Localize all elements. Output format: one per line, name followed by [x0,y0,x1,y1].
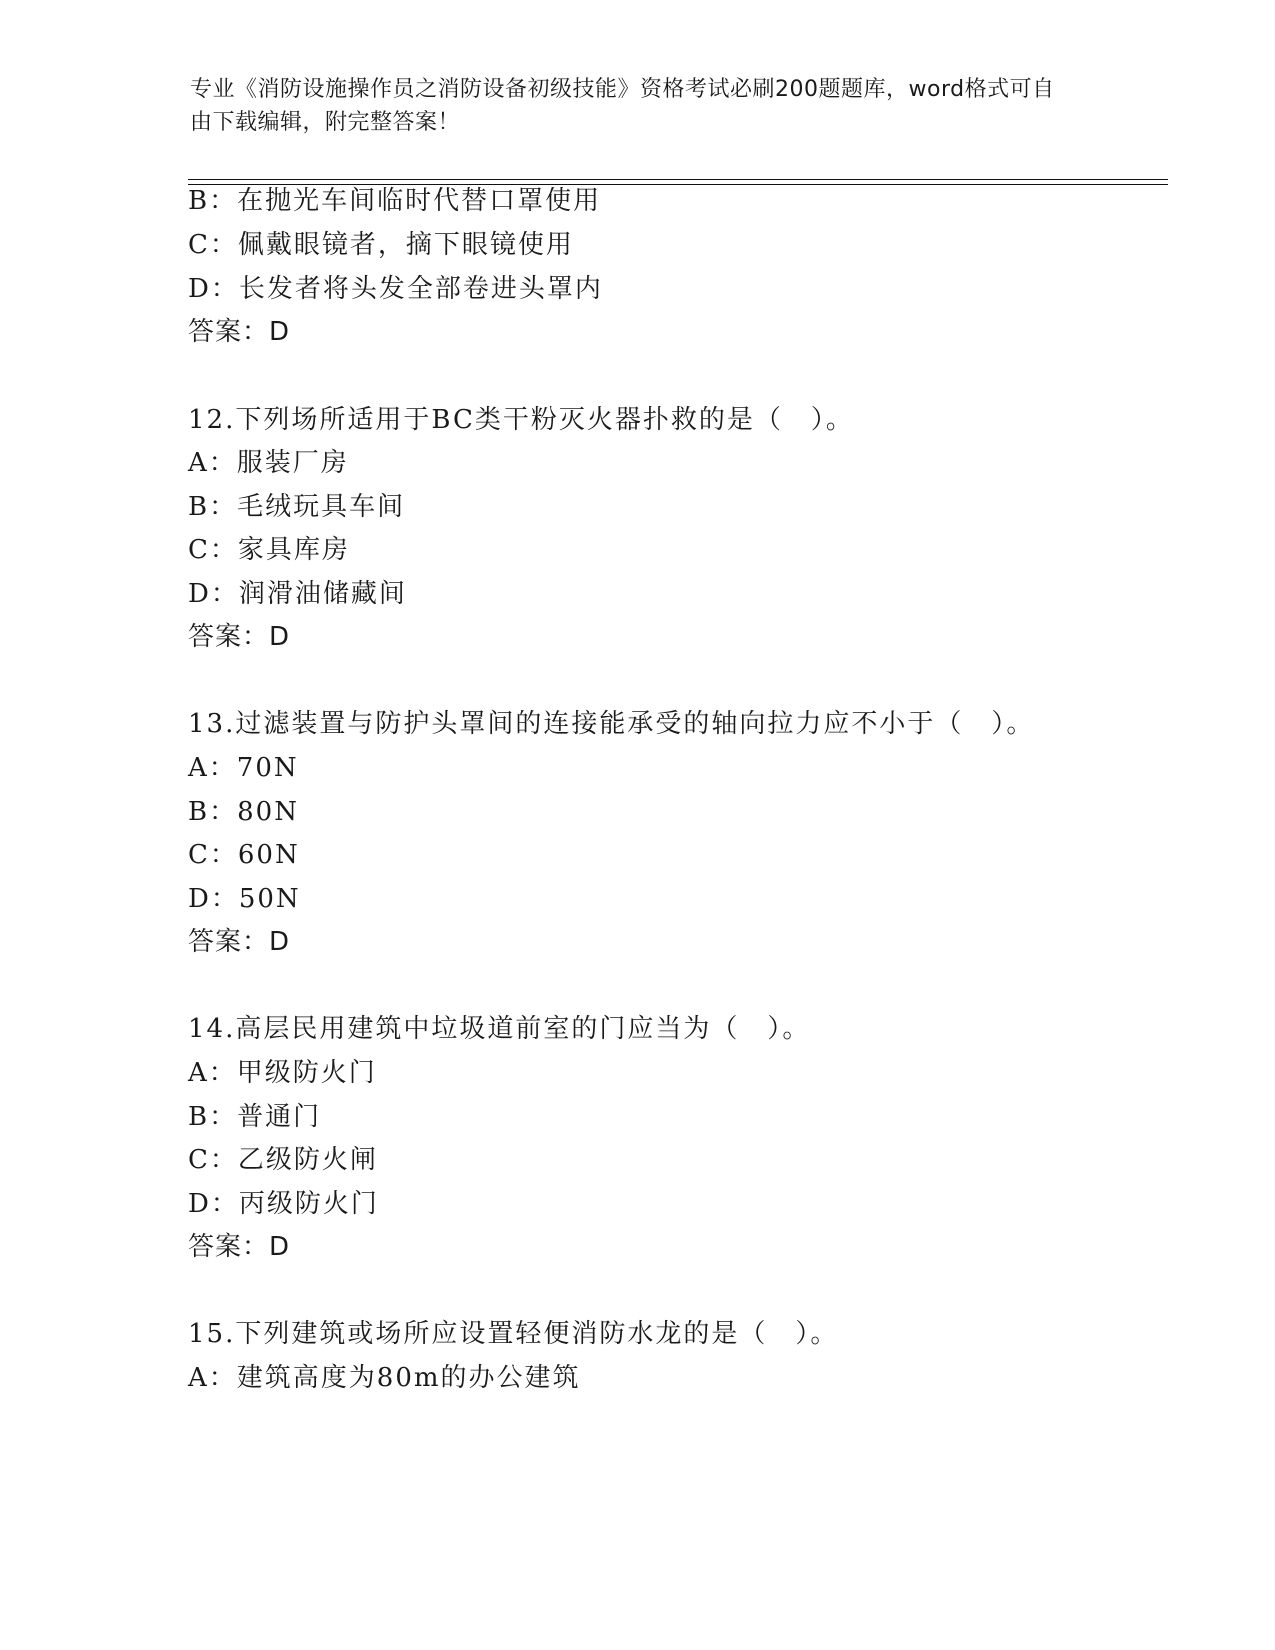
prev-option-b: B：在抛光车间临时代替口罩使用 [188,186,602,216]
question-12-option-a: A：服装厂房 [188,448,349,478]
question-14-stem: 14.高层民用建筑中垃圾道前室的门应当为（ ）。 [188,1014,811,1044]
question-12-option-c: C：家具库房 [188,535,350,565]
prev-option-d: D：长发者将头发全部卷进头罩内 [188,274,603,304]
question-14-answer: 答案：D [188,1232,291,1262]
prev-option-c: C：佩戴眼镜者，摘下眼镜使用 [188,230,574,260]
question-15-option-a: A：建筑高度为80m的办公建筑 [188,1363,581,1393]
question-13-option-a: A：70N [188,753,299,783]
question-14-option-c: C：乙级防火闸 [188,1145,378,1175]
question-14-option-b: B：普通门 [188,1102,322,1132]
document-header: 专业《消防设施操作员之消防设备初级技能》资格考试必刷200题题库，word格式可自由下载编辑，附完整答案！ [190,77,1055,135]
question-12-answer: 答案：D [188,622,291,652]
question-13-option-b: B：80N [188,797,299,827]
question-12-stem: 12.下列场所适用于BC类干粉灭火器扑救的是（ ）。 [188,405,854,435]
question-14-option-a: A：甲级防火门 [188,1058,377,1088]
question-13-answer: 答案：D [188,927,291,957]
question-12-option-d: D：润滑油储藏间 [188,579,407,609]
question-13-option-d: D：50N [188,884,301,914]
question-13-option-c: C：60N [188,840,300,870]
question-15-stem: 15.下列建筑或场所应设置轻便消防水龙的是（ ）。 [188,1319,839,1349]
question-14-option-d: D：丙级防火门 [188,1189,379,1219]
prev-answer: 答案：D [188,317,291,347]
question-13-stem: 13.过滤装置与防护头罩间的连接能承受的轴向拉力应不小于（ ）。 [188,709,1035,739]
question-12-option-b: B：毛绒玩具车间 [188,492,406,522]
